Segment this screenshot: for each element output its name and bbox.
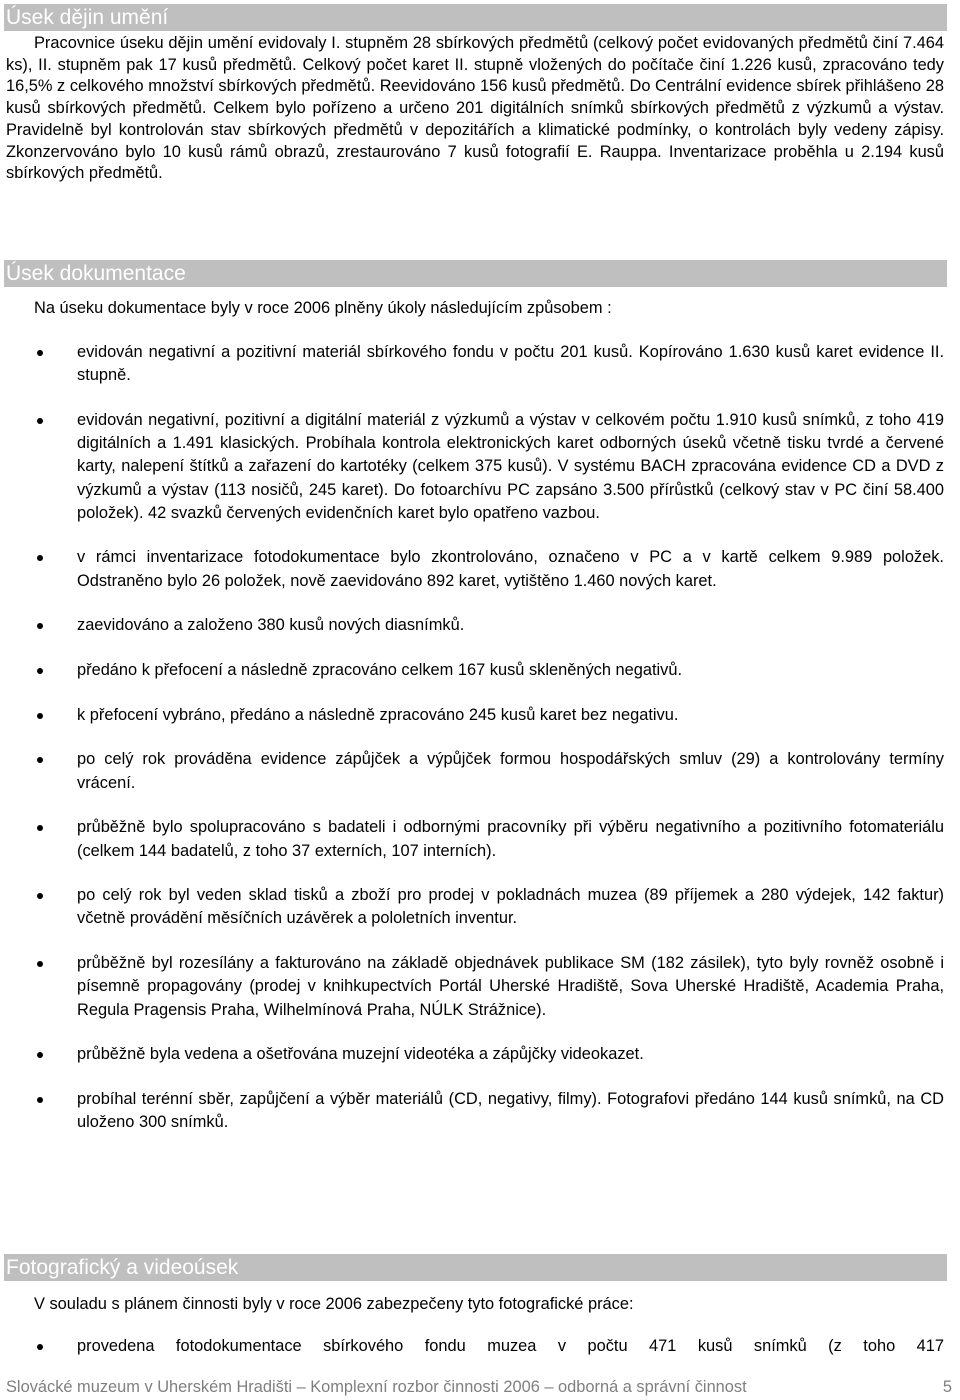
list-item-text: probíhal terénní sběr, zapůjčení a výběr materiálů (CD, negativy, filmy). Fotografovi předáno 144 kusů snímků, na CD uloženo 300 snímků. [77, 1089, 944, 1132]
list-item-text: po celý rok prováděna evidence zápůjček a výpůjček formou hospodářských smluv (29) a kontrolovány termíny vrácení. [77, 750, 944, 792]
footer-text: Slovácké muzeum v Uherském Hradišti – Komplexní rozbor činnosti 2006 – odborná a správní činnost [6, 1378, 747, 1396]
list-item [0, 884, 944, 930]
list-item [0, 409, 944, 525]
list-item-text: průběžně byla vedena a ošetřována muzejní videotéka a zápůjčky videokazet. [77, 1045, 644, 1064]
bullet-icon [37, 1097, 43, 1103]
list-item [0, 614, 944, 637]
list-item-text: evidován negativní a pozitivní materiál sbírkového fondu v počtu 201 kusů. Kopírováno 1.630 kusů karet evidence II. stupně. [77, 343, 944, 385]
photo-video-intro: V souladu s plánem činnosti byly v roce 2006 zabezpečeny tyto fotografické práce: [34, 1295, 634, 1313]
bullet-icon [37, 1344, 43, 1350]
bullet-icon [37, 961, 43, 967]
page-number: 5 [942, 1378, 952, 1396]
bullet-icon [37, 418, 43, 424]
list-item [0, 704, 944, 727]
bullet-icon [37, 757, 43, 763]
section-title-documentation: Úsek dokumentace [4, 260, 947, 287]
list-item-text: průběžně byl rozesílány a fakturováno na základě objednávek publikace SM (182 zásilek), tyto byly rovněž osobně i písemně propagovány (prodej v knihkupectvích Portál Uherské Hradiště, Sova Uherské Hradiště, Academia Praha, Regula Pragensis Praha, Wilhelmínová Praha, NÚLK Strážnice). [77, 954, 944, 1019]
list-item-text: průběžně bylo spolupracováno s badateli i odbornými pracovníky při výběru negativního a pozitivního fotomateriálu (celkem 144 badatelů, z toho 37 externích, 107 interních). [77, 818, 944, 860]
list-item [0, 816, 944, 862]
list-item-text: předáno k přefocení a následně zpracováno celkem 167 kusů skleněných negativů. [77, 661, 683, 680]
list-item [0, 1088, 944, 1134]
list-item [0, 659, 944, 682]
documentation-list [0, 341, 944, 1156]
bullet-icon [37, 1052, 43, 1058]
list-item [0, 1335, 944, 1358]
list-item-text: k přefocení vybráno, předáno a následně zpracováno 245 kusů karet bez negativu. [77, 705, 679, 724]
art-history-text: Pracovnice úseku dějin umění evidovaly I. stupněm 28 sbírkových předmětů (celkový počet evidovaných předmětů činí 7.464 ks), II. stupněm pak 17 kusů předmětů. Celkový počet karet II. stupně vložených do počítače činí 1.226 kusů, zpracováno tedy 16,5% z celkového množství sbírkových předmětů. Reevidováno 156 kusů předmětů. Do Centrální evidence sbírek přihlášeno 28 kusů sbírkových předmětů. Celkem bylo pořízeno a určeno 201 digitálních snímků sbírkových předmětů z výzkumů a výstav. Pravidelně byl kontrolován stav sbírkových předmětů v depozitářích a klimatické podmínky, o kontrolách byly vedeny zápisy. Zkonzervováno bylo 10 kusů rámů obrazů, zrestaurováno 7 kusů fotografií E. Rauppa. Inventarizace proběhla u 2.194 kusů sbírkových předmětů. [6, 34, 944, 183]
documentation-intro: Na úseku dokumentace byly v roce 2006 plněny úkoly následujícím způsobem : [34, 299, 612, 317]
section-title-art-history: Úsek dějin umění [4, 4, 947, 31]
list-item-text: evidován negativní, pozitivní a digitální materiál z výzkumů a výstav v celkovém počtu 1.910 kusů snímků, z toho 419 digitálních a 1.491 klasických. Probíhala kontrola elektronických karet odborných úseků včetně tisku tvrdé a červené karty, nalepení štítků a zařazení do kartotéky (celkem 375 kusů). V systému BACH zpracována evidence CD a DVD z výzkumů a výstav (113 nosičů, 245 karet). Do fotoarchívu PC zapsáno 3.500 přírůstků (celkový stav v PC činí 58.400 položek). 42 svazků červených evidenčních karet bylo opatřeno vazbou. [77, 410, 944, 522]
bullet-icon [37, 623, 43, 629]
list-item-text: zaevidováno a založeno 380 kusů nových diasnímků. [77, 616, 465, 635]
bullet-icon [37, 668, 43, 674]
list-item-text: v rámci inventarizace fotodokumentace bylo zkontrolováno, označeno v PC a v kartě celkem 9.989 položek. Odstraněno bylo 26 položek, nově zaevidováno 892 karet, vytištěno 1.460 nových karet. [77, 548, 944, 590]
list-item [0, 952, 944, 1022]
list-item [0, 546, 944, 592]
list-item [0, 1043, 944, 1066]
art-history-paragraph [6, 33, 944, 185]
bullet-icon [37, 555, 43, 561]
bullet-icon [37, 893, 43, 899]
bullet-icon [37, 825, 43, 831]
page-footer [6, 1375, 956, 1399]
bullet-icon [37, 713, 43, 719]
list-item [0, 341, 944, 387]
bullet-icon [37, 350, 43, 356]
photo-video-list [0, 1335, 944, 1358]
section-title-photo-video: Fotografický a videoúsek [4, 1254, 947, 1281]
list-item [0, 748, 944, 794]
list-item-text: provedena fotodokumentace sbírkového fondu muzea v počtu 471 kusů snímků (z toho 417 [77, 1337, 944, 1355]
list-item-text: po celý rok byl veden sklad tisků a zboží pro prodej v pokladnách muzea (89 příjemek a 280 výdejek, 142 faktur) včetně provádění měsíčních uzávěrek a pololetních inventur. [77, 886, 944, 928]
